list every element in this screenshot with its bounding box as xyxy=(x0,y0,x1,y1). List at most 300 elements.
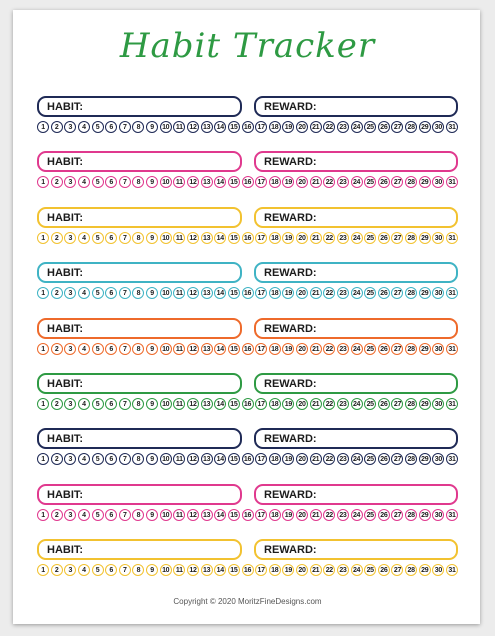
day-circle[interactable]: 14 xyxy=(214,453,226,465)
day-circle[interactable]: 11 xyxy=(173,287,185,299)
reward-field[interactable]: REWARD: xyxy=(254,318,458,339)
day-circle[interactable]: 26 xyxy=(378,176,390,188)
day-circle[interactable]: 4 xyxy=(78,176,90,188)
day-circle[interactable]: 7 xyxy=(119,398,131,410)
day-circle[interactable]: 14 xyxy=(214,121,226,133)
day-circle[interactable]: 23 xyxy=(337,343,349,355)
day-circle[interactable]: 16 xyxy=(242,398,254,410)
day-circle[interactable]: 27 xyxy=(391,343,403,355)
day-circle[interactable]: 2 xyxy=(51,453,63,465)
day-circle[interactable]: 14 xyxy=(214,343,226,355)
day-circle[interactable]: 9 xyxy=(146,343,158,355)
day-circle[interactable]: 14 xyxy=(214,232,226,244)
day-circle[interactable]: 1 xyxy=(37,398,49,410)
day-circle[interactable]: 1 xyxy=(37,176,49,188)
day-circle[interactable]: 4 xyxy=(78,287,90,299)
day-circle[interactable]: 11 xyxy=(173,453,185,465)
day-circle[interactable]: 2 xyxy=(51,121,63,133)
day-circle[interactable]: 7 xyxy=(119,232,131,244)
day-circle[interactable]: 19 xyxy=(282,509,294,521)
day-circle[interactable]: 21 xyxy=(310,564,322,576)
day-circle[interactable]: 25 xyxy=(364,453,376,465)
day-circle[interactable]: 9 xyxy=(146,398,158,410)
day-circle[interactable]: 13 xyxy=(201,232,213,244)
day-circle[interactable]: 4 xyxy=(78,232,90,244)
day-circle[interactable]: 30 xyxy=(432,121,444,133)
day-circle[interactable]: 14 xyxy=(214,509,226,521)
habit-field[interactable]: HABIT: xyxy=(37,484,242,505)
day-circle[interactable]: 10 xyxy=(160,343,172,355)
day-circle[interactable]: 15 xyxy=(228,509,240,521)
day-circle[interactable]: 28 xyxy=(405,453,417,465)
day-circle[interactable]: 30 xyxy=(432,232,444,244)
day-circle[interactable]: 22 xyxy=(323,453,335,465)
day-circle[interactable]: 22 xyxy=(323,564,335,576)
day-circle[interactable]: 10 xyxy=(160,232,172,244)
day-circle[interactable]: 13 xyxy=(201,121,213,133)
day-circle[interactable]: 19 xyxy=(282,453,294,465)
day-circle[interactable]: 9 xyxy=(146,564,158,576)
day-circle[interactable]: 16 xyxy=(242,564,254,576)
reward-field[interactable]: REWARD: xyxy=(254,539,458,560)
day-circle[interactable]: 3 xyxy=(64,232,76,244)
day-circle[interactable]: 31 xyxy=(446,287,458,299)
day-circle[interactable]: 6 xyxy=(105,232,117,244)
day-circle[interactable]: 9 xyxy=(146,453,158,465)
day-circle[interactable]: 4 xyxy=(78,453,90,465)
habit-section xyxy=(0,373,495,423)
day-circle[interactable]: 10 xyxy=(160,121,172,133)
day-circle[interactable]: 11 xyxy=(173,121,185,133)
day-circle[interactable]: 12 xyxy=(187,121,199,133)
day-circle[interactable]: 15 xyxy=(228,176,240,188)
day-circle[interactable]: 24 xyxy=(351,564,363,576)
day-circle[interactable]: 9 xyxy=(146,232,158,244)
day-circle[interactable]: 16 xyxy=(242,121,254,133)
day-circle[interactable]: 28 xyxy=(405,398,417,410)
day-circle[interactable]: 3 xyxy=(64,453,76,465)
day-circle[interactable]: 2 xyxy=(51,232,63,244)
day-circle[interactable]: 11 xyxy=(173,232,185,244)
day-circle[interactable]: 6 xyxy=(105,453,117,465)
day-circle[interactable]: 20 xyxy=(296,564,308,576)
day-circle[interactable]: 23 xyxy=(337,232,349,244)
day-circle[interactable]: 2 xyxy=(51,287,63,299)
day-circle[interactable]: 15 xyxy=(228,232,240,244)
day-circle[interactable]: 20 xyxy=(296,509,308,521)
day-circle[interactable]: 23 xyxy=(337,121,349,133)
day-circle[interactable]: 20 xyxy=(296,343,308,355)
day-circle[interactable]: 12 xyxy=(187,564,199,576)
day-circle[interactable]: 19 xyxy=(282,121,294,133)
day-circle[interactable]: 7 xyxy=(119,287,131,299)
day-circle[interactable]: 11 xyxy=(173,509,185,521)
habit-field[interactable]: HABIT: xyxy=(37,373,242,394)
day-circle[interactable]: 25 xyxy=(364,509,376,521)
day-circle[interactable]: 23 xyxy=(337,176,349,188)
day-circle[interactable]: 16 xyxy=(242,232,254,244)
day-circle[interactable]: 5 xyxy=(92,287,104,299)
day-circle[interactable]: 1 xyxy=(37,509,49,521)
day-circle[interactable]: 27 xyxy=(391,232,403,244)
day-circle[interactable]: 9 xyxy=(146,509,158,521)
day-circle[interactable]: 17 xyxy=(255,453,267,465)
day-circle[interactable]: 28 xyxy=(405,176,417,188)
day-circle[interactable]: 22 xyxy=(323,121,335,133)
day-circle[interactable]: 17 xyxy=(255,509,267,521)
habit-section xyxy=(0,428,495,478)
day-circle[interactable]: 21 xyxy=(310,232,322,244)
day-circle[interactable]: 29 xyxy=(419,176,431,188)
day-circle[interactable]: 5 xyxy=(92,398,104,410)
day-circle[interactable]: 11 xyxy=(173,343,185,355)
day-circle[interactable]: 8 xyxy=(132,121,144,133)
day-circle[interactable]: 27 xyxy=(391,121,403,133)
day-circle[interactable]: 22 xyxy=(323,343,335,355)
day-circle[interactable]: 8 xyxy=(132,564,144,576)
day-circle[interactable]: 22 xyxy=(323,232,335,244)
day-circle[interactable]: 6 xyxy=(105,398,117,410)
day-circle[interactable]: 14 xyxy=(214,287,226,299)
day-circle[interactable]: 18 xyxy=(269,287,281,299)
day-circle[interactable]: 6 xyxy=(105,287,117,299)
day-circle[interactable]: 13 xyxy=(201,564,213,576)
day-circle[interactable]: 19 xyxy=(282,343,294,355)
day-circle[interactable]: 22 xyxy=(323,398,335,410)
day-circle[interactable]: 14 xyxy=(214,176,226,188)
day-circle[interactable]: 28 xyxy=(405,509,417,521)
day-circle[interactable]: 15 xyxy=(228,564,240,576)
day-circle[interactable]: 5 xyxy=(92,343,104,355)
day-circle[interactable]: 19 xyxy=(282,398,294,410)
day-circle[interactable]: 18 xyxy=(269,121,281,133)
day-circle[interactable]: 15 xyxy=(228,453,240,465)
day-circle[interactable]: 23 xyxy=(337,509,349,521)
day-circle[interactable]: 21 xyxy=(310,343,322,355)
day-circle[interactable]: 3 xyxy=(64,564,76,576)
day-circle[interactable]: 1 xyxy=(37,343,49,355)
day-circle[interactable]: 24 xyxy=(351,509,363,521)
day-circle[interactable]: 9 xyxy=(146,287,158,299)
day-circle[interactable]: 18 xyxy=(269,232,281,244)
day-circle[interactable]: 21 xyxy=(310,398,322,410)
day-circle[interactable]: 3 xyxy=(64,509,76,521)
day-circle[interactable]: 10 xyxy=(160,287,172,299)
day-circle[interactable]: 30 xyxy=(432,564,444,576)
day-circle[interactable]: 24 xyxy=(351,453,363,465)
day-circle[interactable]: 7 xyxy=(119,343,131,355)
day-circle[interactable]: 17 xyxy=(255,121,267,133)
day-circle[interactable]: 8 xyxy=(132,176,144,188)
day-circle[interactable]: 7 xyxy=(119,509,131,521)
day-circle[interactable]: 28 xyxy=(405,564,417,576)
day-circle[interactable]: 23 xyxy=(337,398,349,410)
day-circle[interactable]: 29 xyxy=(419,398,431,410)
day-circle[interactable]: 4 xyxy=(78,343,90,355)
day-circle[interactable]: 6 xyxy=(105,509,117,521)
day-circle[interactable]: 2 xyxy=(51,509,63,521)
day-circle[interactable]: 17 xyxy=(255,398,267,410)
day-circle[interactable]: 19 xyxy=(282,232,294,244)
day-circle[interactable]: 29 xyxy=(419,509,431,521)
day-circle[interactable]: 24 xyxy=(351,176,363,188)
day-circle[interactable]: 30 xyxy=(432,509,444,521)
day-circle[interactable]: 12 xyxy=(187,453,199,465)
day-circle[interactable]: 9 xyxy=(146,121,158,133)
day-circle[interactable]: 29 xyxy=(419,232,431,244)
day-circle[interactable]: 25 xyxy=(364,176,376,188)
day-circle[interactable]: 18 xyxy=(269,398,281,410)
day-circle[interactable]: 29 xyxy=(419,121,431,133)
day-circle[interactable]: 13 xyxy=(201,343,213,355)
day-circle[interactable]: 23 xyxy=(337,287,349,299)
day-circle[interactable]: 4 xyxy=(78,564,90,576)
habit-field[interactable]: HABIT: xyxy=(37,262,242,283)
day-circle[interactable]: 10 xyxy=(160,453,172,465)
day-circle[interactable]: 27 xyxy=(391,509,403,521)
day-circle[interactable]: 11 xyxy=(173,564,185,576)
day-circle[interactable]: 10 xyxy=(160,398,172,410)
day-circle[interactable]: 12 xyxy=(187,509,199,521)
day-circle[interactable]: 24 xyxy=(351,287,363,299)
day-circle[interactable]: 28 xyxy=(405,121,417,133)
day-circle[interactable]: 5 xyxy=(92,564,104,576)
day-circle[interactable]: 6 xyxy=(105,176,117,188)
day-circle[interactable]: 8 xyxy=(132,343,144,355)
day-circle[interactable]: 2 xyxy=(51,343,63,355)
day-circle[interactable]: 26 xyxy=(378,343,390,355)
day-circle[interactable]: 23 xyxy=(337,453,349,465)
day-circle[interactable]: 15 xyxy=(228,398,240,410)
day-circle[interactable]: 17 xyxy=(255,176,267,188)
day-circle[interactable]: 28 xyxy=(405,343,417,355)
day-circle[interactable]: 19 xyxy=(282,176,294,188)
day-circle[interactable]: 18 xyxy=(269,176,281,188)
day-circle[interactable]: 16 xyxy=(242,176,254,188)
day-circle[interactable]: 21 xyxy=(310,176,322,188)
day-circle[interactable]: 5 xyxy=(92,176,104,188)
day-circle[interactable]: 16 xyxy=(242,287,254,299)
day-circle[interactable]: 21 xyxy=(310,453,322,465)
day-circle[interactable]: 26 xyxy=(378,453,390,465)
day-circle[interactable]: 18 xyxy=(269,509,281,521)
reward-field[interactable]: REWARD: xyxy=(254,373,458,394)
day-circle[interactable]: 19 xyxy=(282,287,294,299)
habit-field[interactable]: HABIT: xyxy=(37,151,242,172)
day-circle[interactable]: 17 xyxy=(255,232,267,244)
reward-field[interactable]: REWARD: xyxy=(254,207,458,228)
day-circle[interactable]: 30 xyxy=(432,287,444,299)
day-circle[interactable]: 3 xyxy=(64,121,76,133)
day-circle[interactable]: 24 xyxy=(351,232,363,244)
day-circle[interactable]: 13 xyxy=(201,509,213,521)
day-circle[interactable]: 3 xyxy=(64,176,76,188)
day-circle[interactable]: 31 xyxy=(446,398,458,410)
day-circle[interactable]: 23 xyxy=(337,564,349,576)
day-circle[interactable]: 25 xyxy=(364,287,376,299)
day-circle[interactable]: 30 xyxy=(432,453,444,465)
day-circle[interactable]: 26 xyxy=(378,509,390,521)
day-circle[interactable]: 19 xyxy=(282,564,294,576)
day-circle[interactable]: 13 xyxy=(201,453,213,465)
day-circle[interactable]: 12 xyxy=(187,287,199,299)
day-circle[interactable]: 15 xyxy=(228,121,240,133)
habit-field[interactable]: HABIT: xyxy=(37,539,242,560)
day-circle[interactable]: 25 xyxy=(364,232,376,244)
day-circle[interactable]: 3 xyxy=(64,398,76,410)
day-circle[interactable]: 26 xyxy=(378,564,390,576)
habit-field[interactable]: HABIT: xyxy=(37,318,242,339)
day-circle[interactable]: 8 xyxy=(132,232,144,244)
day-circle[interactable]: 3 xyxy=(64,287,76,299)
day-circle[interactable]: 13 xyxy=(201,176,213,188)
day-circle[interactable]: 1 xyxy=(37,287,49,299)
day-circle[interactable]: 17 xyxy=(255,343,267,355)
day-circle[interactable]: 24 xyxy=(351,121,363,133)
day-circle[interactable]: 7 xyxy=(119,564,131,576)
day-circle[interactable]: 20 xyxy=(296,121,308,133)
day-circle[interactable]: 5 xyxy=(92,121,104,133)
day-circle[interactable]: 21 xyxy=(310,509,322,521)
day-circle[interactable]: 26 xyxy=(378,121,390,133)
day-circle[interactable]: 29 xyxy=(419,287,431,299)
day-circle[interactable]: 11 xyxy=(173,398,185,410)
day-circle[interactable]: 7 xyxy=(119,176,131,188)
day-circle[interactable]: 2 xyxy=(51,176,63,188)
day-circle[interactable]: 10 xyxy=(160,564,172,576)
day-circle[interactable]: 27 xyxy=(391,453,403,465)
day-circle[interactable]: 29 xyxy=(419,343,431,355)
day-circle[interactable]: 16 xyxy=(242,509,254,521)
day-circle[interactable]: 31 xyxy=(446,121,458,133)
day-circle[interactable]: 30 xyxy=(432,176,444,188)
day-circle[interactable]: 8 xyxy=(132,453,144,465)
day-circle[interactable]: 10 xyxy=(160,176,172,188)
reward-field[interactable]: REWARD: xyxy=(254,151,458,172)
day-circle[interactable]: 31 xyxy=(446,232,458,244)
day-circle[interactable]: 26 xyxy=(378,232,390,244)
day-circle[interactable]: 7 xyxy=(119,121,131,133)
day-circle[interactable]: 27 xyxy=(391,564,403,576)
day-circle[interactable]: 10 xyxy=(160,509,172,521)
day-circle[interactable]: 5 xyxy=(92,509,104,521)
day-circle[interactable]: 8 xyxy=(132,398,144,410)
day-circle[interactable]: 27 xyxy=(391,176,403,188)
day-circle[interactable]: 18 xyxy=(269,564,281,576)
day-circle[interactable]: 11 xyxy=(173,176,185,188)
day-circle[interactable]: 18 xyxy=(269,453,281,465)
habit-field[interactable]: HABIT: xyxy=(37,428,242,449)
day-circle[interactable]: 29 xyxy=(419,564,431,576)
day-circle[interactable]: 2 xyxy=(51,398,63,410)
day-circle[interactable]: 30 xyxy=(432,398,444,410)
day-circle[interactable]: 17 xyxy=(255,564,267,576)
day-circle[interactable]: 5 xyxy=(92,232,104,244)
reward-field[interactable]: REWARD: xyxy=(254,484,458,505)
day-circle[interactable]: 24 xyxy=(351,343,363,355)
day-circle[interactable]: 31 xyxy=(446,509,458,521)
day-circle[interactable]: 28 xyxy=(405,287,417,299)
day-circle[interactable]: 8 xyxy=(132,509,144,521)
day-circle[interactable]: 12 xyxy=(187,343,199,355)
day-circle[interactable]: 1 xyxy=(37,453,49,465)
day-circle[interactable]: 25 xyxy=(364,121,376,133)
day-circle[interactable]: 20 xyxy=(296,287,308,299)
day-circle[interactable]: 27 xyxy=(391,287,403,299)
day-circle[interactable]: 21 xyxy=(310,287,322,299)
habit-field[interactable]: HABIT: xyxy=(37,96,242,117)
day-circle[interactable]: 16 xyxy=(242,453,254,465)
day-circle[interactable]: 7 xyxy=(119,453,131,465)
day-circle[interactable]: 4 xyxy=(78,121,90,133)
day-circle[interactable]: 24 xyxy=(351,398,363,410)
day-circle[interactable]: 31 xyxy=(446,453,458,465)
day-circle[interactable]: 15 xyxy=(228,343,240,355)
day-circle[interactable]: 12 xyxy=(187,232,199,244)
day-circle[interactable]: 25 xyxy=(364,343,376,355)
day-circle[interactable]: 2 xyxy=(51,564,63,576)
day-circle[interactable]: 31 xyxy=(446,176,458,188)
day-circle[interactable]: 30 xyxy=(432,343,444,355)
day-circle[interactable]: 20 xyxy=(296,176,308,188)
day-circle[interactable]: 1 xyxy=(37,232,49,244)
day-circle[interactable]: 28 xyxy=(405,232,417,244)
reward-field[interactable]: REWARD: xyxy=(254,96,458,117)
day-circle[interactable]: 14 xyxy=(214,398,226,410)
day-circle[interactable]: 12 xyxy=(187,398,199,410)
day-circle[interactable]: 14 xyxy=(214,564,226,576)
day-circle[interactable]: 12 xyxy=(187,176,199,188)
day-circle[interactable]: 1 xyxy=(37,564,49,576)
day-circle[interactable]: 25 xyxy=(364,398,376,410)
day-circle[interactable]: 26 xyxy=(378,287,390,299)
day-circle[interactable]: 4 xyxy=(78,509,90,521)
day-circle[interactable]: 13 xyxy=(201,398,213,410)
day-circle[interactable]: 16 xyxy=(242,343,254,355)
day-circle[interactable]: 20 xyxy=(296,398,308,410)
day-circle[interactable]: 22 xyxy=(323,509,335,521)
day-circle[interactable]: 26 xyxy=(378,398,390,410)
day-circle[interactable]: 8 xyxy=(132,287,144,299)
day-circle[interactable]: 25 xyxy=(364,564,376,576)
day-circle[interactable]: 6 xyxy=(105,121,117,133)
day-circle[interactable]: 31 xyxy=(446,343,458,355)
day-circle[interactable]: 29 xyxy=(419,453,431,465)
day-circle[interactable]: 20 xyxy=(296,232,308,244)
day-circle[interactable]: 3 xyxy=(64,343,76,355)
day-circle[interactable]: 22 xyxy=(323,176,335,188)
day-circle[interactable]: 27 xyxy=(391,398,403,410)
page-title: Habit Tracker xyxy=(119,26,376,66)
day-circle[interactable]: 1 xyxy=(37,121,49,133)
day-circle[interactable]: 17 xyxy=(255,287,267,299)
day-circle[interactable]: 6 xyxy=(105,564,117,576)
day-circle[interactable]: 9 xyxy=(146,176,158,188)
day-circle[interactable]: 6 xyxy=(105,343,117,355)
day-circle[interactable]: 20 xyxy=(296,453,308,465)
habit-field[interactable]: HABIT: xyxy=(37,207,242,228)
day-circle[interactable]: 31 xyxy=(446,564,458,576)
day-circle[interactable]: 5 xyxy=(92,453,104,465)
day-circle[interactable]: 22 xyxy=(323,287,335,299)
reward-field[interactable]: REWARD: xyxy=(254,262,458,283)
day-circle[interactable]: 4 xyxy=(78,398,90,410)
day-circle[interactable]: 18 xyxy=(269,343,281,355)
day-circle[interactable]: 13 xyxy=(201,287,213,299)
day-circle[interactable]: 21 xyxy=(310,121,322,133)
reward-field[interactable]: REWARD: xyxy=(254,428,458,449)
day-circle[interactable]: 15 xyxy=(228,287,240,299)
